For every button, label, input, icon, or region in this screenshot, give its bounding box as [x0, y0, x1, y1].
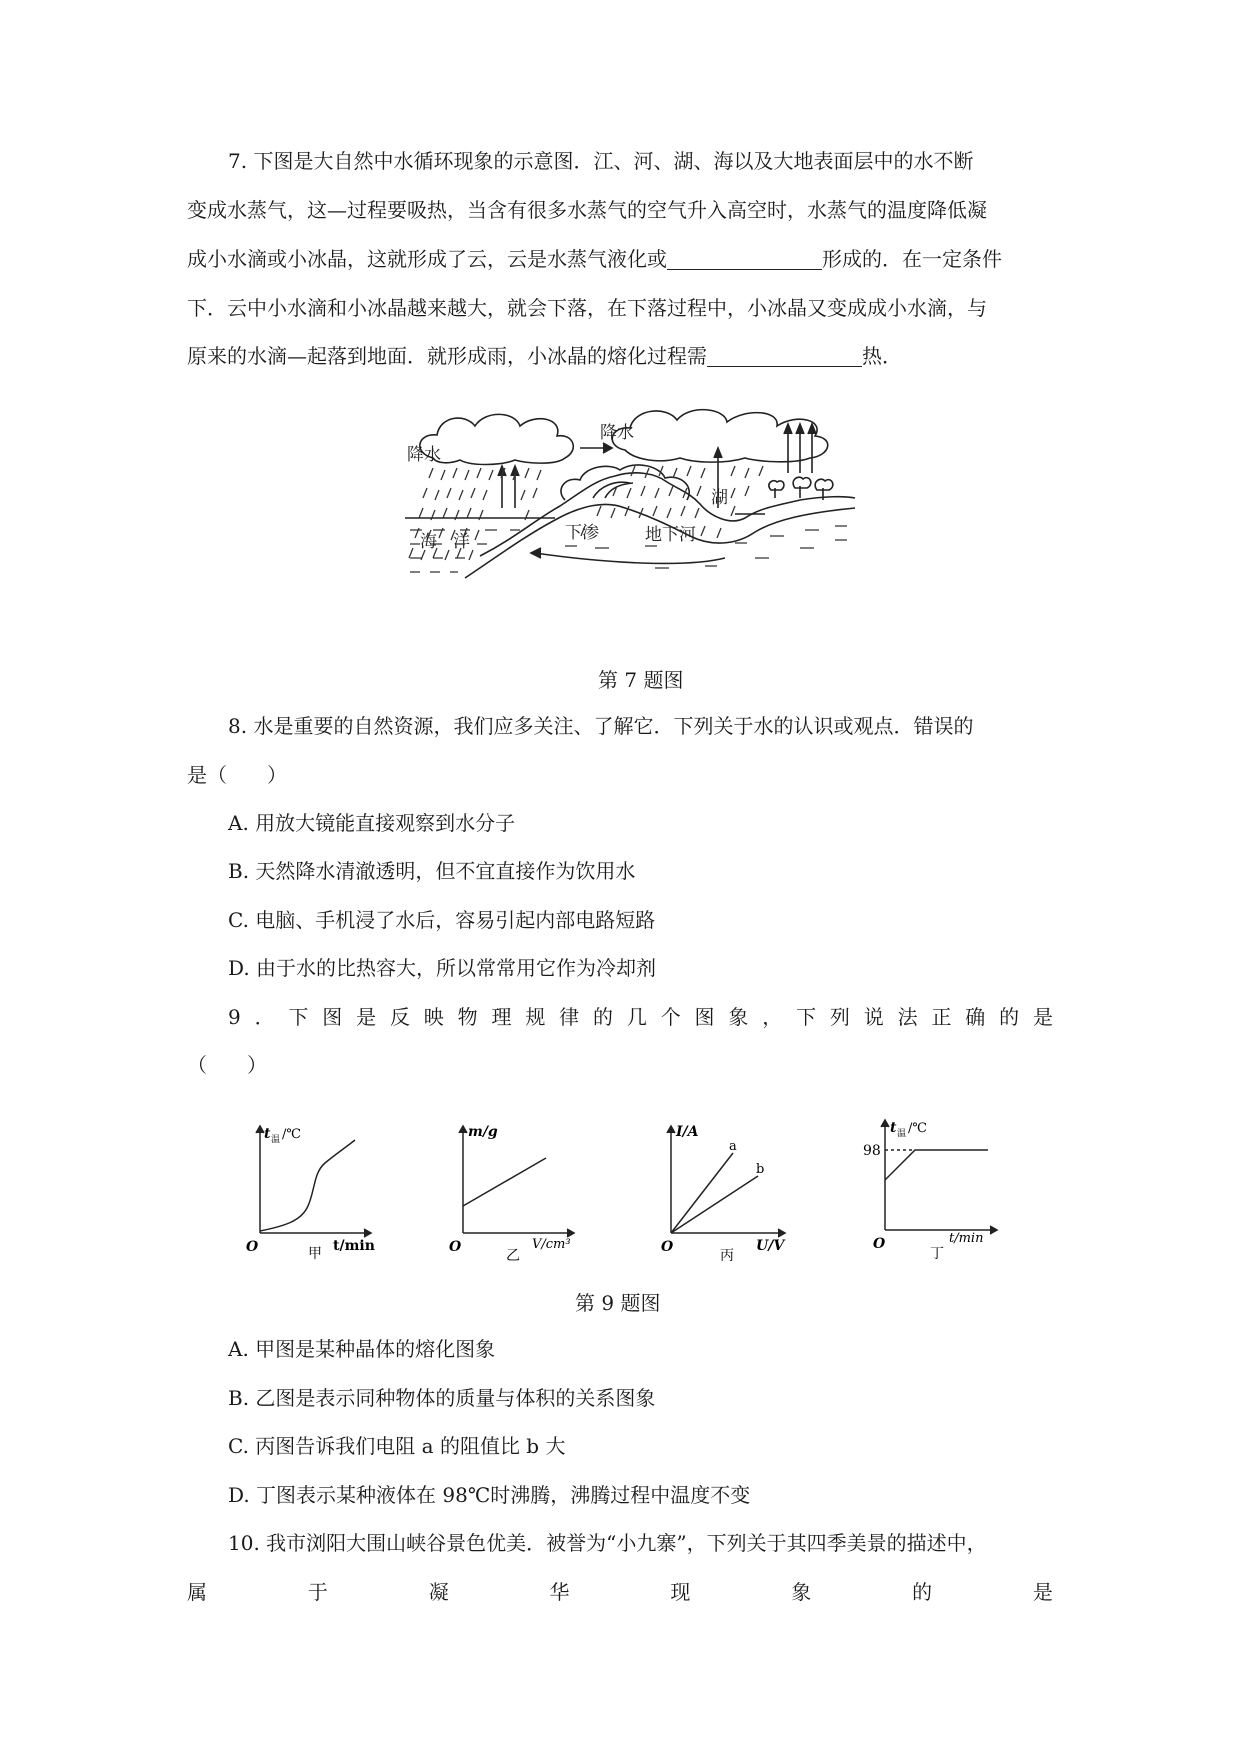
graph-ding [863, 1112, 1008, 1262]
ding-level: 98 [863, 1143, 881, 1159]
q7-line-3 [187, 245, 1002, 273]
q9-line-1-char: 的 [999, 1005, 1020, 1029]
q9-line-1-char: 下 [796, 1005, 817, 1029]
trees-icon [769, 477, 833, 500]
q9-line-1-char: 象 [728, 1005, 749, 1029]
q9-line-1-char: 图 [694, 1005, 715, 1029]
q9-line-1-char: 下 [288, 1005, 309, 1029]
q9-option-a[interactable]: A. 甲图是某种晶体的熔化图象 [228, 1337, 496, 1361]
q9-line-1-char: 是 [1032, 1005, 1053, 1029]
label-ocean-2: 洋 [453, 532, 470, 552]
q9-line-1-char: 几 [626, 1005, 647, 1029]
jia-origin: O [246, 1239, 259, 1255]
q9-line-1-char: 正 [931, 1005, 952, 1029]
q9-line-1-char: 法 [897, 1005, 918, 1029]
q7-blank-2[interactable] [707, 346, 862, 367]
q7-line-3-tail: 形成的．在一定条件 [822, 247, 1002, 271]
q9-line-1-char: 物 [457, 1005, 478, 1029]
q9-line-1-char: 列 [829, 1005, 850, 1029]
q7-blank-1[interactable] [667, 249, 822, 270]
q10-line-2 [187, 1578, 1053, 1606]
bing-xlabel: U/V [756, 1238, 785, 1254]
q10-line-1: 10. 我市浏阳大围山峡谷景色优美．被誉为“小九寨”，下列关于其四季美景的描述中， [228, 1531, 987, 1555]
q9-caption: 第 9 题图 [575, 1291, 661, 1315]
q9-line-1-char: 9 [228, 1005, 241, 1029]
label-rain-left: 降水 [407, 445, 441, 465]
q7-line-4: 下．云中小水滴和小冰晶越来越大，就会下落，在下落过程中，小冰晶又变成成小水滴，与 [187, 296, 987, 320]
ding-ylabel-t: t [890, 1120, 897, 1136]
q10-line-2-char: 属 [187, 1580, 207, 1604]
yi-xlabel: V/cm³ [532, 1237, 571, 1252]
q9-option-d[interactable]: D. 丁图表示某种液体在 98℃时沸腾，沸腾过程中温度不变 [228, 1483, 751, 1507]
jia-ylabel-t: t [264, 1126, 271, 1142]
graph-bing [653, 1118, 798, 1263]
q9-line-1-char: 是 [356, 1005, 377, 1029]
q8-option-c[interactable]: C. 电脑、手机浸了水后，容易引起内部电路短路 [228, 908, 656, 932]
q10-line-2-char: 华 [549, 1580, 570, 1604]
q9-line-1-char: 的 [593, 1005, 614, 1029]
bing-line-b: b [756, 1162, 765, 1177]
q10-line-2-char: 象 [791, 1580, 812, 1604]
q9-line-1-char: 确 [965, 1005, 986, 1029]
bing-origin: O [661, 1239, 674, 1255]
q7-line-5 [187, 342, 902, 370]
label-seep: 下渗 [565, 523, 599, 543]
q8-line-1: 8. 水是重要的自然资源，我们应多关注、了解它．下列关于水的认识或观点．错误的 [228, 714, 974, 738]
jia-name: 甲 [308, 1246, 322, 1262]
q10-line-2-char: 凝 [428, 1580, 449, 1604]
q9-line-1-char: 规 [525, 1005, 546, 1029]
q9-line-1-char: ， [762, 1005, 783, 1029]
q10-line-2-char: 的 [912, 1580, 933, 1604]
graph-yi [448, 1118, 583, 1263]
q8-option-a[interactable]: A. 用放大镜能直接观察到水分子 [228, 811, 516, 835]
cloud-left-icon [420, 414, 573, 464]
q10-line-2-char: 现 [670, 1580, 691, 1604]
q9-line-1-char: 映 [423, 1005, 444, 1029]
q9-line-1-char: 律 [559, 1005, 580, 1029]
yi-origin: O [449, 1239, 462, 1255]
yi-ylabel: m/g [468, 1124, 498, 1140]
q10-line-2-char: 是 [1032, 1580, 1053, 1604]
q9-option-b[interactable]: B. 乙图是表示同种物体的质量与体积的关系图象 [228, 1386, 656, 1410]
q9-line-1-char: 反 [389, 1005, 410, 1029]
q9-option-c[interactable]: C. 丙图告诉我们电阻 a 的阻值比 b 大 [228, 1434, 566, 1458]
q7-line-3-text: 成小水滴或小冰晶，这就形成了云，云是水蒸气液化或 [187, 247, 667, 271]
ding-ylabel-sub: 温 [897, 1129, 907, 1139]
q9-line-1 [228, 1003, 1053, 1031]
q9-line-1-char: ． [254, 1005, 275, 1029]
graph-jia [245, 1118, 380, 1263]
yi-name: 乙 [506, 1248, 520, 1263]
q8-option-b[interactable]: B. 天然降水清澈透明，但不宜直接作为饮用水 [228, 859, 636, 883]
q9-line-1-char: 图 [322, 1005, 343, 1029]
q7-line-1: 7. 下图是大自然中水循环现象的示意图．江、河、湖、海以及大地表面层中的水不断 [228, 149, 974, 173]
q9-line-1-char: 个 [660, 1005, 681, 1029]
q7-line-5-tail: 热． [862, 344, 902, 368]
q8-option-d[interactable]: D. 由于水的比热容大，所以常常用它作为冷却剂 [228, 956, 657, 980]
ding-xlabel: t/min [949, 1231, 984, 1246]
q7-caption: 第 7 题图 [598, 668, 684, 692]
label-lake: 湖 [711, 488, 728, 508]
water-cycle-figure [405, 408, 965, 653]
bing-name: 丙 [720, 1248, 734, 1263]
bing-line-a: a [729, 1139, 737, 1154]
q7-line-2: 变成水蒸气，这—过程要吸热，当含有很多水蒸气的空气升入高空时，水蒸气的温度降低凝 [187, 198, 987, 222]
jia-ylabel-sub: 温 [271, 1135, 281, 1145]
q9-line-1-char: 理 [491, 1005, 512, 1029]
label-rain-right: 降水 [600, 423, 634, 443]
q9-line-1-char: 说 [863, 1005, 884, 1029]
q9-line-2: （ ） [187, 1053, 267, 1077]
ding-ylabel-unit: /℃ [908, 1121, 927, 1136]
jia-ylabel-unit: /℃ [282, 1127, 301, 1142]
ding-name: 丁 [930, 1246, 944, 1262]
label-ocean-1: 海 [420, 532, 437, 552]
q7-line-5-text: 原来的水滴—起落到地面．就形成雨，小冰晶的熔化过程需 [187, 344, 707, 368]
label-underground-river: 地下河 [645, 525, 696, 545]
q8-line-2: 是（ ） [187, 763, 287, 787]
ding-origin: O [873, 1236, 886, 1252]
q10-line-2-char: 于 [307, 1580, 328, 1604]
jia-xlabel: t/min [333, 1238, 375, 1254]
bing-ylabel: I/A [676, 1124, 699, 1140]
